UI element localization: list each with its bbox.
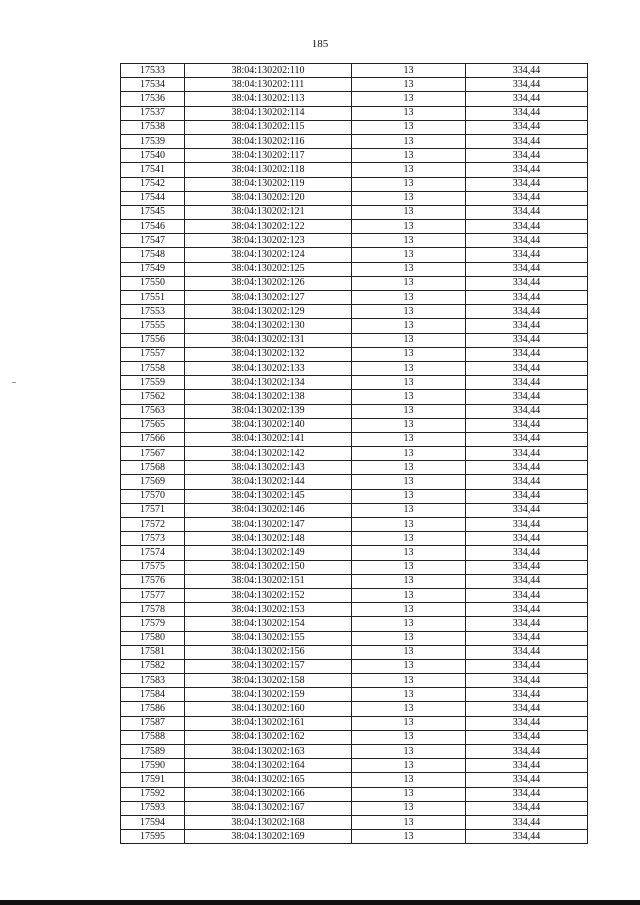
row-number-cell: 17566 — [121, 432, 185, 446]
area-cell: 13 — [352, 759, 466, 773]
area-cell: 13 — [352, 475, 466, 489]
cadastral-number-cell: 38:04:130202:167 — [185, 801, 352, 815]
table-row — [121, 220, 588, 234]
cadastral-number-cell: 38:04:130202:111 — [185, 78, 352, 92]
area-cell: 13 — [352, 603, 466, 617]
area-cell: 13 — [352, 205, 466, 219]
cadastral-number-cell: 38:04:130202:131 — [185, 333, 352, 347]
row-number-cell: 17580 — [121, 631, 185, 645]
cadastral-number-cell: 38:04:130202:134 — [185, 376, 352, 390]
value-cell: 334,44 — [466, 716, 588, 730]
row-number-cell: 17562 — [121, 390, 185, 404]
value-cell: 334,44 — [466, 220, 588, 234]
value-cell: 334,44 — [466, 603, 588, 617]
area-cell: 13 — [352, 503, 466, 517]
area-cell: 13 — [352, 262, 466, 276]
value-cell: 334,44 — [466, 376, 588, 390]
table-row — [121, 432, 588, 446]
value-cell: 334,44 — [466, 560, 588, 574]
cadastral-number-cell: 38:04:130202:154 — [185, 617, 352, 631]
area-cell: 13 — [352, 220, 466, 234]
row-number-cell: 17584 — [121, 688, 185, 702]
value-cell: 334,44 — [466, 404, 588, 418]
value-cell: 334,44 — [466, 801, 588, 815]
table-row — [121, 773, 588, 787]
area-cell: 13 — [352, 92, 466, 106]
row-number-cell: 17546 — [121, 220, 185, 234]
row-number-cell: 17592 — [121, 787, 185, 801]
table-row — [121, 418, 588, 432]
value-cell: 334,44 — [466, 759, 588, 773]
area-cell: 13 — [352, 78, 466, 92]
area-cell: 13 — [352, 787, 466, 801]
value-cell: 334,44 — [466, 588, 588, 602]
area-cell: 13 — [352, 716, 466, 730]
row-number-cell: 17595 — [121, 830, 185, 844]
cadastral-number-cell: 38:04:130202:148 — [185, 532, 352, 546]
area-cell: 13 — [352, 347, 466, 361]
value-cell: 334,44 — [466, 787, 588, 801]
cadastral-number-cell: 38:04:130202:169 — [185, 830, 352, 844]
area-cell: 13 — [352, 532, 466, 546]
area-cell: 13 — [352, 418, 466, 432]
area-cell: 13 — [352, 305, 466, 319]
table-row — [121, 815, 588, 829]
row-number-cell: 17591 — [121, 773, 185, 787]
row-number-cell: 17570 — [121, 489, 185, 503]
area-cell: 13 — [352, 177, 466, 191]
table-row — [121, 688, 588, 702]
value-cell: 334,44 — [466, 134, 588, 148]
page-number: 185 — [311, 38, 329, 50]
cadastral-number-cell: 38:04:130202:125 — [185, 262, 352, 276]
area-cell: 13 — [352, 163, 466, 177]
area-cell: 13 — [352, 645, 466, 659]
cadastral-number-cell: 38:04:130202:139 — [185, 404, 352, 418]
table-row — [121, 205, 588, 219]
row-number-cell: 17549 — [121, 262, 185, 276]
row-number-cell: 17547 — [121, 234, 185, 248]
row-number-cell: 17589 — [121, 745, 185, 759]
value-cell: 334,44 — [466, 645, 588, 659]
table-row — [121, 631, 588, 645]
cadastral-number-cell: 38:04:130202:140 — [185, 418, 352, 432]
row-number-cell: 17553 — [121, 305, 185, 319]
registry-table — [120, 63, 588, 844]
cadastral-number-cell: 38:04:130202:168 — [185, 815, 352, 829]
area-cell: 13 — [352, 276, 466, 290]
value-cell: 334,44 — [466, 418, 588, 432]
value-cell: 334,44 — [466, 702, 588, 716]
registry-table-container — [120, 63, 587, 844]
value-cell: 334,44 — [466, 447, 588, 461]
row-number-cell: 17586 — [121, 702, 185, 716]
table-row — [121, 489, 588, 503]
area-cell: 13 — [352, 191, 466, 205]
row-number-cell: 17569 — [121, 475, 185, 489]
table-row — [121, 702, 588, 716]
row-number-cell: 17593 — [121, 801, 185, 815]
area-cell: 13 — [352, 404, 466, 418]
cadastral-number-cell: 38:04:130202:129 — [185, 305, 352, 319]
value-cell: 334,44 — [466, 305, 588, 319]
value-cell: 334,44 — [466, 659, 588, 673]
value-cell: 334,44 — [466, 191, 588, 205]
cadastral-number-cell: 38:04:130202:130 — [185, 319, 352, 333]
area-cell: 13 — [352, 376, 466, 390]
cadastral-number-cell: 38:04:130202:121 — [185, 205, 352, 219]
table-row — [121, 617, 588, 631]
area-cell: 13 — [352, 461, 466, 475]
row-number-cell: 17556 — [121, 333, 185, 347]
cadastral-number-cell: 38:04:130202:113 — [185, 92, 352, 106]
table-row — [121, 134, 588, 148]
area-cell: 13 — [352, 574, 466, 588]
table-row — [121, 560, 588, 574]
cadastral-number-cell: 38:04:130202:160 — [185, 702, 352, 716]
value-cell: 334,44 — [466, 319, 588, 333]
table-row — [121, 447, 588, 461]
area-cell: 13 — [352, 702, 466, 716]
table-row — [121, 92, 588, 106]
value-cell: 334,44 — [466, 730, 588, 744]
row-number-cell: 17533 — [121, 64, 185, 78]
table-row — [121, 461, 588, 475]
cadastral-number-cell: 38:04:130202:155 — [185, 631, 352, 645]
value-cell: 334,44 — [466, 617, 588, 631]
value-cell: 334,44 — [466, 291, 588, 305]
area-cell: 13 — [352, 588, 466, 602]
row-number-cell: 17590 — [121, 759, 185, 773]
row-number-cell: 17576 — [121, 574, 185, 588]
value-cell: 334,44 — [466, 461, 588, 475]
row-number-cell: 17536 — [121, 92, 185, 106]
value-cell: 334,44 — [466, 248, 588, 262]
table-row — [121, 645, 588, 659]
cadastral-number-cell: 38:04:130202:166 — [185, 787, 352, 801]
table-row — [121, 674, 588, 688]
row-number-cell: 17579 — [121, 617, 185, 631]
cadastral-number-cell: 38:04:130202:163 — [185, 745, 352, 759]
cadastral-number-cell: 38:04:130202:158 — [185, 674, 352, 688]
table-row — [121, 659, 588, 673]
value-cell: 334,44 — [466, 347, 588, 361]
registry-table-body — [121, 64, 588, 844]
row-number-cell: 17551 — [121, 291, 185, 305]
cadastral-number-cell: 38:04:130202:153 — [185, 603, 352, 617]
value-cell: 334,44 — [466, 574, 588, 588]
table-row — [121, 191, 588, 205]
cadastral-number-cell: 38:04:130202:122 — [185, 220, 352, 234]
table-row — [121, 163, 588, 177]
row-number-cell: 17541 — [121, 163, 185, 177]
area-cell: 13 — [352, 120, 466, 134]
value-cell: 334,44 — [466, 773, 588, 787]
cadastral-number-cell: 38:04:130202:124 — [185, 248, 352, 262]
cadastral-number-cell: 38:04:130202:118 — [185, 163, 352, 177]
value-cell: 334,44 — [466, 532, 588, 546]
value-cell: 334,44 — [466, 361, 588, 375]
area-cell: 13 — [352, 659, 466, 673]
table-row — [121, 503, 588, 517]
row-number-cell: 17594 — [121, 815, 185, 829]
cadastral-number-cell: 38:04:130202:120 — [185, 191, 352, 205]
area-cell: 13 — [352, 801, 466, 815]
row-number-cell: 17565 — [121, 418, 185, 432]
row-number-cell: 17577 — [121, 588, 185, 602]
row-number-cell: 17534 — [121, 78, 185, 92]
cadastral-number-cell: 38:04:130202:159 — [185, 688, 352, 702]
table-row — [121, 106, 588, 120]
value-cell: 334,44 — [466, 205, 588, 219]
cadastral-number-cell: 38:04:130202:150 — [185, 560, 352, 574]
area-cell: 13 — [352, 390, 466, 404]
cadastral-number-cell: 38:04:130202:142 — [185, 447, 352, 461]
value-cell: 334,44 — [466, 64, 588, 78]
area-cell: 13 — [352, 688, 466, 702]
value-cell: 334,44 — [466, 149, 588, 163]
area-cell: 13 — [352, 830, 466, 844]
cadastral-number-cell: 38:04:130202:127 — [185, 291, 352, 305]
value-cell: 334,44 — [466, 333, 588, 347]
cadastral-number-cell: 38:04:130202:114 — [185, 106, 352, 120]
value-cell: 334,44 — [466, 262, 588, 276]
row-number-cell: 17563 — [121, 404, 185, 418]
value-cell: 334,44 — [466, 78, 588, 92]
value-cell: 334,44 — [466, 390, 588, 404]
value-cell: 334,44 — [466, 489, 588, 503]
row-number-cell: 17582 — [121, 659, 185, 673]
cadastral-number-cell: 38:04:130202:146 — [185, 503, 352, 517]
row-number-cell: 17555 — [121, 319, 185, 333]
area-cell: 13 — [352, 447, 466, 461]
cadastral-number-cell: 38:04:130202:133 — [185, 361, 352, 375]
table-row — [121, 518, 588, 532]
value-cell: 334,44 — [466, 92, 588, 106]
value-cell: 334,44 — [466, 177, 588, 191]
area-cell: 13 — [352, 773, 466, 787]
row-number-cell: 17587 — [121, 716, 185, 730]
row-number-cell: 17537 — [121, 106, 185, 120]
cadastral-number-cell: 38:04:130202:149 — [185, 546, 352, 560]
value-cell: 334,44 — [466, 432, 588, 446]
value-cell: 334,44 — [466, 674, 588, 688]
value-cell: 334,44 — [466, 106, 588, 120]
table-row — [121, 376, 588, 390]
cadastral-number-cell: 38:04:130202:116 — [185, 134, 352, 148]
value-cell: 334,44 — [466, 745, 588, 759]
table-row — [121, 603, 588, 617]
area-cell: 13 — [352, 815, 466, 829]
area-cell: 13 — [352, 518, 466, 532]
cadastral-number-cell: 38:04:130202:141 — [185, 432, 352, 446]
area-cell: 13 — [352, 333, 466, 347]
row-number-cell: 17573 — [121, 532, 185, 546]
table-row — [121, 234, 588, 248]
table-row — [121, 716, 588, 730]
area-cell: 13 — [352, 319, 466, 333]
area-cell: 13 — [352, 432, 466, 446]
table-row — [121, 404, 588, 418]
cadastral-number-cell: 38:04:130202:115 — [185, 120, 352, 134]
row-number-cell: 17538 — [121, 120, 185, 134]
row-number-cell: 17544 — [121, 191, 185, 205]
area-cell: 13 — [352, 560, 466, 574]
cadastral-number-cell: 38:04:130202:138 — [185, 390, 352, 404]
area-cell: 13 — [352, 674, 466, 688]
table-row — [121, 347, 588, 361]
value-cell: 334,44 — [466, 475, 588, 489]
cadastral-number-cell: 38:04:130202:147 — [185, 518, 352, 532]
value-cell: 334,44 — [466, 815, 588, 829]
table-row — [121, 120, 588, 134]
table-row — [121, 475, 588, 489]
row-number-cell: 17583 — [121, 674, 185, 688]
row-number-cell: 17559 — [121, 376, 185, 390]
cadastral-number-cell: 38:04:130202:119 — [185, 177, 352, 191]
cadastral-number-cell: 38:04:130202:156 — [185, 645, 352, 659]
table-row — [121, 319, 588, 333]
area-cell: 13 — [352, 134, 466, 148]
table-row — [121, 390, 588, 404]
row-number-cell: 17558 — [121, 361, 185, 375]
cadastral-number-cell: 38:04:130202:126 — [185, 276, 352, 290]
cadastral-number-cell: 38:04:130202:162 — [185, 730, 352, 744]
table-row — [121, 78, 588, 92]
cadastral-number-cell: 38:04:130202:117 — [185, 149, 352, 163]
value-cell: 334,44 — [466, 503, 588, 517]
cadastral-number-cell: 38:04:130202:144 — [185, 475, 352, 489]
row-number-cell: 17574 — [121, 546, 185, 560]
row-number-cell: 17539 — [121, 134, 185, 148]
row-number-cell: 17581 — [121, 645, 185, 659]
table-row — [121, 149, 588, 163]
table-row — [121, 177, 588, 191]
cadastral-number-cell: 38:04:130202:161 — [185, 716, 352, 730]
table-row — [121, 730, 588, 744]
cadastral-number-cell: 38:04:130202:123 — [185, 234, 352, 248]
cadastral-number-cell: 38:04:130202:165 — [185, 773, 352, 787]
table-row — [121, 759, 588, 773]
row-number-cell: 17575 — [121, 560, 185, 574]
table-row — [121, 248, 588, 262]
row-number-cell: 17571 — [121, 503, 185, 517]
row-number-cell: 17557 — [121, 347, 185, 361]
cadastral-number-cell: 38:04:130202:157 — [185, 659, 352, 673]
area-cell: 13 — [352, 149, 466, 163]
row-number-cell: 17588 — [121, 730, 185, 744]
row-number-cell: 17545 — [121, 205, 185, 219]
area-cell: 13 — [352, 64, 466, 78]
row-number-cell: 17540 — [121, 149, 185, 163]
value-cell: 334,44 — [466, 163, 588, 177]
table-row — [121, 276, 588, 290]
area-cell: 13 — [352, 291, 466, 305]
value-cell: 334,44 — [466, 276, 588, 290]
table-row — [121, 532, 588, 546]
cadastral-number-cell: 38:04:130202:143 — [185, 461, 352, 475]
value-cell: 334,44 — [466, 518, 588, 532]
table-row — [121, 745, 588, 759]
area-cell: 13 — [352, 631, 466, 645]
area-cell: 13 — [352, 730, 466, 744]
cadastral-number-cell: 38:04:130202:110 — [185, 64, 352, 78]
table-row — [121, 305, 588, 319]
area-cell: 13 — [352, 745, 466, 759]
cadastral-number-cell: 38:04:130202:152 — [185, 588, 352, 602]
scan-bottom-edge — [0, 900, 640, 905]
value-cell: 334,44 — [466, 546, 588, 560]
row-number-cell: 17568 — [121, 461, 185, 475]
row-number-cell: 17548 — [121, 248, 185, 262]
table-row — [121, 787, 588, 801]
value-cell: 334,44 — [466, 120, 588, 134]
area-cell: 13 — [352, 617, 466, 631]
area-cell: 13 — [352, 234, 466, 248]
row-number-cell: 17567 — [121, 447, 185, 461]
table-row — [121, 291, 588, 305]
cadastral-number-cell: 38:04:130202:132 — [185, 347, 352, 361]
cadastral-number-cell: 38:04:130202:145 — [185, 489, 352, 503]
table-row — [121, 262, 588, 276]
area-cell: 13 — [352, 248, 466, 262]
value-cell: 334,44 — [466, 631, 588, 645]
row-number-cell: 17572 — [121, 518, 185, 532]
row-number-cell: 17578 — [121, 603, 185, 617]
area-cell: 13 — [352, 546, 466, 560]
scan-artifact-mark — [12, 382, 16, 383]
area-cell: 13 — [352, 106, 466, 120]
value-cell: 334,44 — [466, 830, 588, 844]
table-row — [121, 801, 588, 815]
cadastral-number-cell: 38:04:130202:164 — [185, 759, 352, 773]
area-cell: 13 — [352, 361, 466, 375]
table-row — [121, 830, 588, 844]
area-cell: 13 — [352, 489, 466, 503]
table-row — [121, 361, 588, 375]
cadastral-number-cell: 38:04:130202:151 — [185, 574, 352, 588]
row-number-cell: 17550 — [121, 276, 185, 290]
table-row — [121, 333, 588, 347]
row-number-cell: 17542 — [121, 177, 185, 191]
table-row — [121, 64, 588, 78]
table-row — [121, 574, 588, 588]
value-cell: 334,44 — [466, 688, 588, 702]
table-row — [121, 546, 588, 560]
value-cell: 334,44 — [466, 234, 588, 248]
table-row — [121, 588, 588, 602]
